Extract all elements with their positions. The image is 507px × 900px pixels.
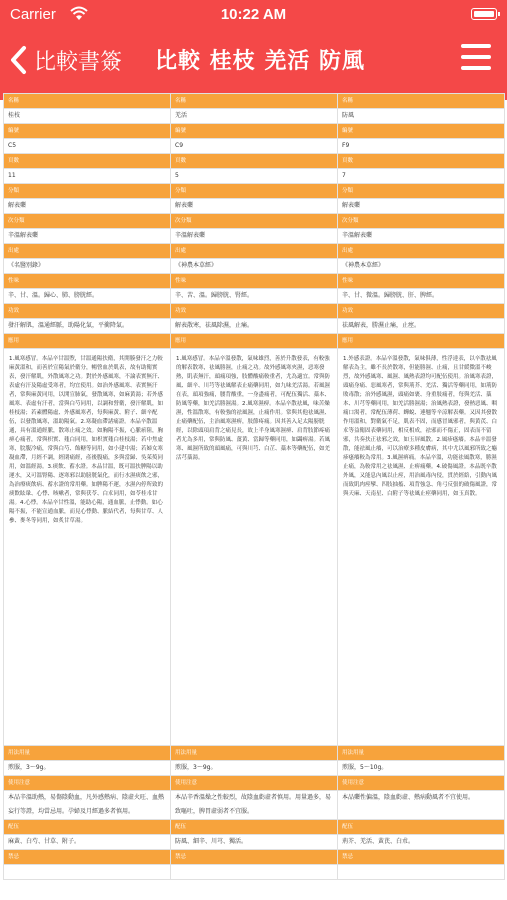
field-label: 頁數	[4, 154, 171, 169]
field-value-row	[4, 865, 505, 880]
field-label: 編號	[171, 124, 338, 139]
field-value: 辛、苦、溫。歸膀胱、腎經。	[171, 289, 338, 304]
field-value: 《神農本草經》	[171, 259, 338, 274]
field-value: 解表藥	[338, 199, 505, 214]
field-value: 辛、甘、微溫。歸膀胱、肝、脾經。	[338, 289, 505, 304]
field-label-row	[4, 304, 505, 319]
field-label: 配伍	[171, 820, 338, 835]
field-value-row	[4, 169, 505, 184]
field-value: 祛風解表，勝濕止痛，止痙。	[338, 319, 505, 334]
field-value-row	[4, 259, 505, 274]
field-label: 分類	[171, 184, 338, 199]
field-label: 分類	[338, 184, 505, 199]
field-value: 解表散寒，祛風除濕，止痛。	[171, 319, 338, 334]
field-value-row	[4, 289, 505, 304]
field-label: 應用	[171, 334, 338, 349]
field-value	[171, 865, 338, 880]
chevron-left-icon	[8, 45, 28, 75]
field-value: 本品辛香溫燥之性較烈，故陰血虧虛者慎用。用量過多，易致嘔吐，脾胃虛弱者不宜服。	[171, 791, 338, 820]
field-label-row	[4, 850, 505, 865]
field-label: 次分類	[4, 214, 171, 229]
field-label: 次分類	[338, 214, 505, 229]
field-value: 防風、細辛、川芎、獨活。	[171, 835, 338, 850]
field-label: 配伍	[4, 820, 171, 835]
field-label: 用法用量	[338, 746, 505, 761]
field-value: 11	[4, 169, 171, 184]
field-label-row	[4, 244, 505, 259]
description-cell: 1.風寒感冒。本品辛溫發散，氣味雄烈，善於升散發表，有較強的解表散寒，祛風勝濕，止痛之功。故外感風寒夾濕，惡寒發熱，肌表無汗，頭痛項強，肢體酸痛較重者，尤為適宜。常與防風、細辛、川芎等祛風解表止痛藥同用，如九味羌活湯。若風濕在表，頭項強痛，腰背酸重，一身盡痛者，可配伍獨活、藁本、防風等藥，如羌活勝濕湯。2.風寒濕痹。本品辛散祛風，味苦燥濕，性溫散寒，有較強的祛風濕，止痛作用。常與其他祛風濕、止痛藥配伍，主治風寒濕痹，肢節疼痛。因其善入足太陽膀胱經，以除頭項肩背之痛見長，故上半身風寒濕痹、肩背肢節疼痛者尤為多用，常與防風、薑黃、當歸等藥同用，如蠲痹湯。若風寒、風濕所致的頭風痛，可與川芎、白芷、藁本等藥配伍，如羌活芎藁湯。	[171, 349, 338, 746]
field-label: 功效	[338, 304, 505, 319]
field-label: 功效	[4, 304, 171, 319]
field-value-row	[4, 319, 505, 334]
battery-icon	[471, 8, 497, 20]
field-value: 荊芥、羌活、黃芪、白朮。	[338, 835, 505, 850]
field-label: 用法用量	[4, 746, 171, 761]
field-value: 辛、甘、溫。歸心、肺、膀胱經。	[4, 289, 171, 304]
field-label: 應用	[4, 334, 171, 349]
field-label: 性味	[171, 274, 338, 289]
field-value: 煎服，3～9g。	[4, 761, 171, 776]
navigation-bar	[0, 30, 507, 100]
page-title: 比較 桂枝 羌活 防風	[155, 49, 365, 74]
field-value: 本品辛溫助熱，易傷陰動血，凡外感熱病、陰虛火旺、血熱妄行等證，均當忌用。孕婦及月經過多者慎用。	[4, 791, 171, 820]
field-label: 名稱	[4, 94, 171, 109]
field-label: 出處	[4, 244, 171, 259]
field-value: 解表藥	[4, 199, 171, 214]
description-cell: 1.風寒感冒。本品辛甘溫煦，甘溫通陽扶衛，其開腠發汗之力較麻黃溫和，而善於宣陽氣於衛分，暢營血於肌表，故有助衛實表，發汗解肌，外散風寒之功。對於外感風寒，不論表實無汗、表虛有汗及陽虛受寒者，均宜使用。如治外感風寒、表實無汗者，常與麻黃同用，以開宣肺氣，發散風寒，如麻黃湯；若外感風寒、表虛有汗者，當與白芍同用，以調和營衛，發汗解肌，如桂枝湯；若素體陽虛、外感風寒者，每與麻黃、附子、細辛配伍，以發散風寒，溫助陽氣。2.寒凝血滯諸痛證。本品辛散溫通，具有溫通經脈，散寒止痛之效。如胸陽不振，心脈瘀阻，胸痹心痛者，常與枳實、薤白同用，如枳實薤白桂枝湯；若中焦虛寒，脘腹冷痛，常與白芍、飴糖等同用，如小建中湯；若婦女寒凝血滯，月經不調，經閉痛經，產後腹痛，多與當歸、吳茱萸同用，如溫經湯。3.痰飲、蓄水證。本品甘溫，既可溫扶脾陽以助運水，又可溫腎陽、逐寒邪以助膀胱氣化，而行水濕痰飲之邪，為治療痰飲病、蓄水證的常用藥。如脾陽不運，水濕內停所致的痰飲眩暈、心悸、咳嗽者，常與茯苓、白朮同用，如苓桂朮甘湯。4.心悸。本品辛甘性溫，能助心陽，通血脈，止悸動。如心陽不振，不能宣通血脈，而見心悸動、脈結代者，每與甘草、人參、麥冬等同用，如炙甘草湯。	[4, 349, 171, 746]
field-label: 編號	[338, 124, 505, 139]
status-bar	[0, 0, 507, 30]
app-header	[0, 0, 507, 100]
field-value-row	[4, 761, 505, 776]
field-value: 桂枝	[4, 109, 171, 124]
field-label-row	[4, 776, 505, 791]
field-value: 麻黃、白芍、甘草、附子。	[4, 835, 171, 850]
field-value-row	[4, 199, 505, 214]
field-label: 編號	[4, 124, 171, 139]
field-value-row	[4, 835, 505, 850]
field-value: C9	[171, 139, 338, 154]
field-label: 用法用量	[171, 746, 338, 761]
field-value-row	[4, 791, 505, 820]
field-value: 《神農本草經》	[338, 259, 505, 274]
field-label: 使用注意	[338, 776, 505, 791]
field-label: 出處	[338, 244, 505, 259]
field-label: 頁數	[171, 154, 338, 169]
field-label: 分類	[4, 184, 171, 199]
field-value: 羌活	[171, 109, 338, 124]
field-value: 辛溫解表藥	[4, 229, 171, 244]
field-label: 使用注意	[4, 776, 171, 791]
comparison-table	[3, 93, 505, 880]
field-label: 出處	[171, 244, 338, 259]
field-label-row	[4, 274, 505, 289]
field-value: 發汗解肌，溫通經脈，助陽化氣，平衝降氣。	[4, 319, 171, 334]
field-label: 功效	[171, 304, 338, 319]
menu-button[interactable]	[461, 44, 491, 70]
field-value: 防風	[338, 109, 505, 124]
field-value: 辛溫解表藥	[338, 229, 505, 244]
field-value: C5	[4, 139, 171, 154]
field-label: 性味	[338, 274, 505, 289]
comparison-table-container[interactable]	[0, 93, 507, 900]
field-label-row	[4, 124, 505, 139]
field-value: 辛溫解表藥	[171, 229, 338, 244]
field-value: 5	[171, 169, 338, 184]
field-label-row	[4, 94, 505, 109]
field-value-row	[4, 139, 505, 154]
status-time: 10:22 AM	[220, 6, 287, 23]
field-description-row	[4, 349, 505, 746]
field-label-row	[4, 820, 505, 835]
field-label: 配伍	[338, 820, 505, 835]
field-label: 禁忌	[171, 850, 338, 865]
field-label: 應用	[338, 334, 505, 349]
field-value: 本品藥性偏溫，陰血虧虛、熱病動風者不宜使用。	[338, 791, 505, 820]
field-label: 頁數	[338, 154, 505, 169]
field-value: 煎服，5～10g。	[338, 761, 505, 776]
field-value-row	[4, 109, 505, 124]
field-label: 名稱	[338, 94, 505, 109]
field-value: 《名醫別錄》	[4, 259, 171, 274]
field-value-row	[4, 229, 505, 244]
field-label: 性味	[4, 274, 171, 289]
menu-icon	[461, 44, 491, 48]
field-label-row	[4, 154, 505, 169]
field-label: 禁忌	[4, 850, 171, 865]
back-button[interactable]	[8, 42, 122, 78]
back-button-label: 比較書簽	[34, 49, 123, 75]
field-label: 使用注意	[171, 776, 338, 791]
carrier-label: Carrier	[10, 6, 56, 23]
description-cell: 1.外感表證。本品辛溫發散，氣味俱薄，性浮達表，以辛散祛風解表為主，雖不長於散寒，但能勝濕、止痛，且甘緩微溫不峻烈，故外感風寒、風濕、風熱表證均可配伍使用。治風寒表證，頭痛身痛、惡風寒者，常與荊芥、羌活、獨活等藥同用，如荊防敗毒散；治外感風濕，頭痛如裹、身重肢痛者，每與羌活、藁本、川芎等藥同用，如羌活勝濕湯；治風熱表證，發熱惡風、咽痛口渴者，常配伍薄荷、蟬蛻、連翹等辛涼解表藥。又因其發散作用溫和，對衛氣不足，肌表不固，而感冒風邪者，與黃芪、白朮等益衛固表藥同用，相反相成，祛邪而不傷正，固表而不留邪，共奏扶正祛邪之效，如玉屏風散。2.風疹瘙癢。本品辛溫發散，能祛風止癢，可以治療多種皮膚病，其中尤以風邪所致之癮疹瘙癢較為常用。3.風濕痹痛。本品辛溫，功能祛風散寒，勝濕止痛，為較常用之祛風濕、止痹痛藥。4.破傷風證。本品既辛散外風，又能息內風以止痙，用治風毒內侵，貫於經絡，引動內風而致肌肉痙攣、四肢抽搐、項背強急、角弓反張的破傷風證，常與天麻、天南星、白附子等祛風止痙藥同用，如玉真散。	[338, 349, 505, 746]
field-value	[4, 865, 171, 880]
field-value: 7	[338, 169, 505, 184]
field-label-row	[4, 334, 505, 349]
field-value: 解表藥	[171, 199, 338, 214]
field-label-row	[4, 746, 505, 761]
field-value: 煎服，3～9g。	[171, 761, 338, 776]
field-label-row	[4, 214, 505, 229]
field-label: 名稱	[171, 94, 338, 109]
field-label: 禁忌	[338, 850, 505, 865]
field-value: F9	[338, 139, 505, 154]
field-value	[338, 865, 505, 880]
field-label-row	[4, 184, 505, 199]
field-label: 次分類	[171, 214, 338, 229]
